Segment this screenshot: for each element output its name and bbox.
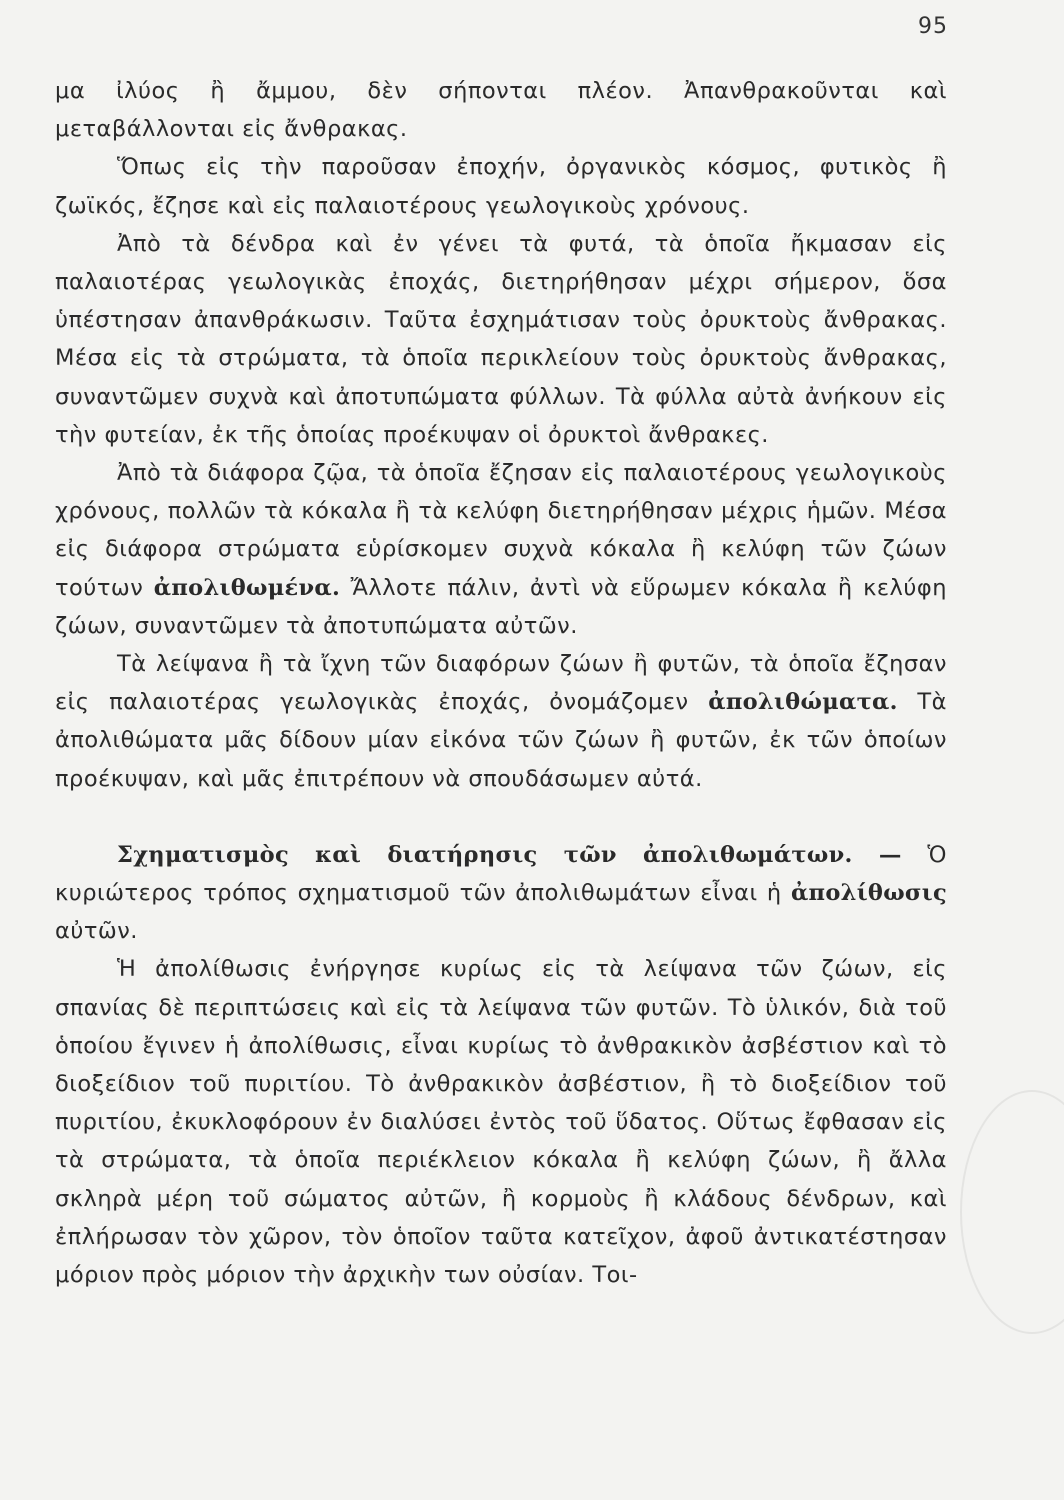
section-paragraph xyxy=(55,836,947,951)
paragraph-petrification-process: Ἡ ἀπολίθωσις ἐνήργησε κυρίως εἰς τὰ λείψανα τῶν ζώων, εἰς σπανίας δὲ περιπτώσεις καὶ εἰς τὰ λείψανα τῶν φυτῶν. Τὸ ὑλικόν, διὰ τοῦ ὁποίου ἔγινεν ἡ ἀπολίθωσις, εἶναι κυρίως τὸ ἀνθρακικὸν ἀσβέστιον καὶ τὸ διοξείδιον τοῦ πυριτίου. Τὸ ἀνθρακικὸν ἀσβέστιον, ἢ τὸ διοξείδιον τοῦ πυριτίου, ἐκυκλοφόρουν ἐν διαλύσει ἐντὸς τοῦ ὕδατος. Οὕτως ἔφθασαν εἰς τὰ στρώματα, τὰ ὁποῖα περιέκλειον κόκαλα ἢ κελύφη ζώων, ἢ ἄλλα σκληρὰ μέρη τοῦ σώματος αὐτῶν, ἢ κορμοὺς ἢ κλάδους δένδρων, καὶ ἐπλήρωσαν τὸν χῶρον, τὸν ὁποῖον ταῦτα κατεῖχον, ἀφοῦ ἀντικατέστησαν μόριον πρὸς μόριον τὴν ἀρχικὴν των οὐσίαν. Τοι- xyxy=(55,956,947,1289)
text-run: αὐτῶν. xyxy=(55,918,138,945)
bold-term-petrification: ἀπολίθωσις xyxy=(790,880,947,907)
paragraph-animal-remains xyxy=(55,454,947,645)
bold-term-fossils: ἀπολιθώματα. xyxy=(708,689,898,716)
paragraph-plants-coal: Ἀπὸ τὰ δένδρα καὶ ἐν γένει τὰ φυτά, τὰ ὁποῖα ἤκμασαν εἰς παλαιοτέρας γεωλογικὰς ἐποχάς, διετηρήθησαν μέχρι σήμερον, ὅσα ὑπέστησαν ἀπανθράκωσιν. Ταῦτα ἐσχημάτισαν τοὺς ὀρυκτοὺς ἄνθρακας. Μέσα εἰς τὰ στρώματα, τὰ ὁποῖα περικλείουν τοὺς ὀρυκτοὺς ἄνθρακας, συναντῶμεν συχνὰ καὶ ἀποτυπώματα φύλλων. Τὰ φύλλα αὐτὰ ἀνήκουν εἰς τὴν φυτείαν, ἐκ τῆς ὁποίας προέκυψαν οἱ ὀρυκτοὶ ἄνθρακες. xyxy=(55,230,947,448)
library-stamp-mark xyxy=(960,1090,1064,1334)
paragraph-organic-world: Ὅπως εἰς τὴν παροῦσαν ἐποχήν, ὀργανικὸς κόσμος, φυτικὸς ἢ ζωϊκός, ἔζησε καὶ εἰς παλαιοτέρους γεωλογικοὺς χρόνους. xyxy=(55,154,947,219)
bold-term-petrified: ἀπολιθωμένα. xyxy=(153,574,341,601)
section-heading: Σχηματισμὸς καὶ διατήρησις τῶν ἀπολιθωμάτων. — xyxy=(117,841,902,868)
text-run: Ἀπὸ τὰ διάφορα ζῷα, τὰ ὁποῖα ἔζησαν εἰς παλαιοτέρους γεωλογικοὺς χρόνους, πολλῶν τὰ κόκαλα ἢ τὰ κελύφη διετηρήθησαν μέχρις ἡμῶν. Μέσα εἰς διάφορα στρώματα εὑρίσκομεν συχνὰ κόκαλα ἢ κελύφη τῶν ζώων τούτων xyxy=(55,460,947,601)
text-run: Τὰ ἀπολιθώματα μᾶς δίδουν μίαν εἰκόνα τῶν ζώων ἢ φυτῶν, ἐκ τῶν ὁποίων προέκυψαν, καὶ μᾶς ἐπιτρέπουν νὰ σπουδάσωμεν αὐτά. xyxy=(55,689,947,792)
paragraph-fossils-definition xyxy=(55,645,947,798)
page-number: 95 xyxy=(918,14,948,39)
page-body xyxy=(55,72,947,1294)
text-run: Τὰ λείψανα ἢ τὰ ἴχνη τῶν διαφόρων ζώων ἢ φυτῶν, τὰ ὁποῖα ἔζησαν εἰς παλαιοτέρας γεωλογικὰς ἐποχάς, ὀνομάζομεν xyxy=(55,651,947,716)
text-run: Ὁ κυριώτερος τρόπος σχηματισμοῦ τῶν ἀπολιθωμάτων εἶναι ἡ xyxy=(55,841,947,907)
text-run: Ἄλλοτε πάλιν, ἀντὶ νὰ εὕρωμεν κόκαλα ἢ κελύφη ζώων, συναντῶμεν τὰ ἀποτυπώματα αὐτῶν. xyxy=(55,574,947,639)
paragraph-continuation: μα ἰλύος ἢ ἄμμου, δὲν σήπονται πλέον. Ἀπανθρακοῦνται καὶ μεταβάλλονται εἰς ἄνθρακας. xyxy=(55,78,947,143)
